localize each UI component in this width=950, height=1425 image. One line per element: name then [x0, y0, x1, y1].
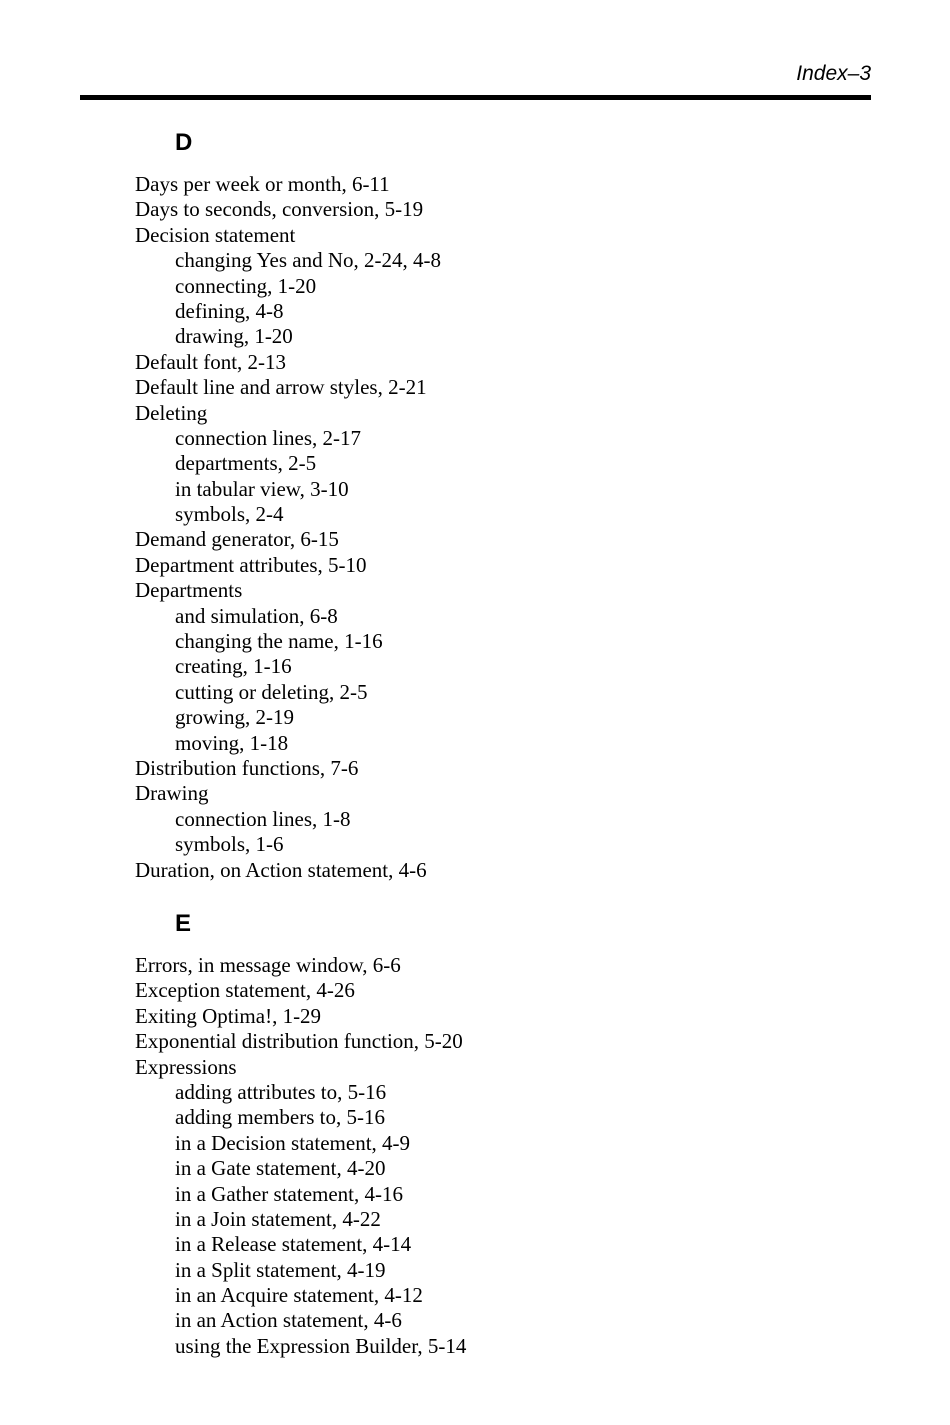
- index-entry: Exponential distribution function, 5-20: [135, 1029, 463, 1054]
- index-subentry: changing the name, 1-16: [175, 629, 383, 654]
- index-subentry: and simulation, 6-8: [175, 603, 338, 628]
- index-subentry: cutting or deleting, 2-5: [175, 679, 368, 704]
- index-subentry: in an Acquire statement, 4-12: [175, 1283, 423, 1308]
- index-entry: Days per week or month, 6-11: [135, 172, 390, 196]
- index-entry: Distribution functions, 7-6: [135, 755, 359, 780]
- index-entry: Department attributes, 5-10: [135, 552, 367, 577]
- index-subentry: creating, 1-16: [175, 654, 292, 679]
- index-subentry: connection lines, 1-8: [175, 806, 351, 831]
- index-entry: Errors, in message window, 6-6: [135, 953, 401, 977]
- section-letter-e: E: [175, 910, 192, 937]
- index-entry: Duration, on Action statement, 4-6: [135, 857, 427, 882]
- index-subentry: in a Gather statement, 4-16: [175, 1181, 404, 1206]
- header-rule: [80, 95, 871, 100]
- index-subentry: symbols, 2-4: [175, 502, 284, 527]
- index-subentry: moving, 1-18: [175, 730, 289, 755]
- index-entry: Exception statement, 4-26: [135, 978, 355, 1003]
- index-entry: Default line and arrow styles, 2-21: [135, 375, 427, 400]
- index-subentry: connecting, 1-20: [175, 273, 317, 298]
- index-subentry: growing, 2-19: [175, 705, 294, 730]
- index-subentry: in a Release statement, 4-14: [175, 1232, 412, 1257]
- index-entry: Drawing: [135, 781, 209, 806]
- index-entry: Expressions: [135, 1054, 237, 1079]
- index-subentry: defining, 4-8: [175, 298, 284, 323]
- index-subentry: in a Join statement, 4-22: [175, 1206, 381, 1231]
- section-letter-d: D: [175, 129, 193, 156]
- index-entry: Days to seconds, conversion, 5-19: [135, 197, 424, 222]
- index-entry: Decision statement: [135, 222, 296, 247]
- index-subentry: in a Split statement, 4-19: [175, 1257, 386, 1282]
- index-subentry: adding attributes to, 5-16: [175, 1079, 387, 1104]
- index-entry: Default font, 2-13: [135, 349, 287, 374]
- index-subentry: in an Action statement, 4-6: [175, 1308, 402, 1333]
- index-subentry: adding members to, 5-16: [175, 1105, 385, 1130]
- index-entry: Deleting: [135, 400, 208, 425]
- index-subentry: changing Yes and No, 2-24, 4-8: [175, 248, 441, 273]
- index-subentry: in tabular view, 3-10: [175, 476, 349, 501]
- section-e-entries: [135, 953, 466, 1359]
- index-entry: Exiting Optima!, 1-29: [135, 1003, 322, 1028]
- index-entry: Demand generator, 6-15: [135, 527, 339, 552]
- index-entry: Departments: [135, 578, 243, 603]
- index-subentry: in a Decision statement, 4-9: [175, 1130, 411, 1155]
- section-d-entries: [135, 172, 441, 883]
- index-subentry: symbols, 1-6: [175, 832, 284, 857]
- index-subentry: departments, 2-5: [175, 451, 317, 476]
- index-subentry: using the Expression Builder, 5-14: [175, 1333, 467, 1358]
- running-head: Index–3: [796, 62, 871, 85]
- index-subentry: connection lines, 2-17: [175, 425, 362, 450]
- index-subentry: in a Gate statement, 4-20: [175, 1156, 386, 1181]
- index-subentry: drawing, 1-20: [175, 324, 293, 349]
